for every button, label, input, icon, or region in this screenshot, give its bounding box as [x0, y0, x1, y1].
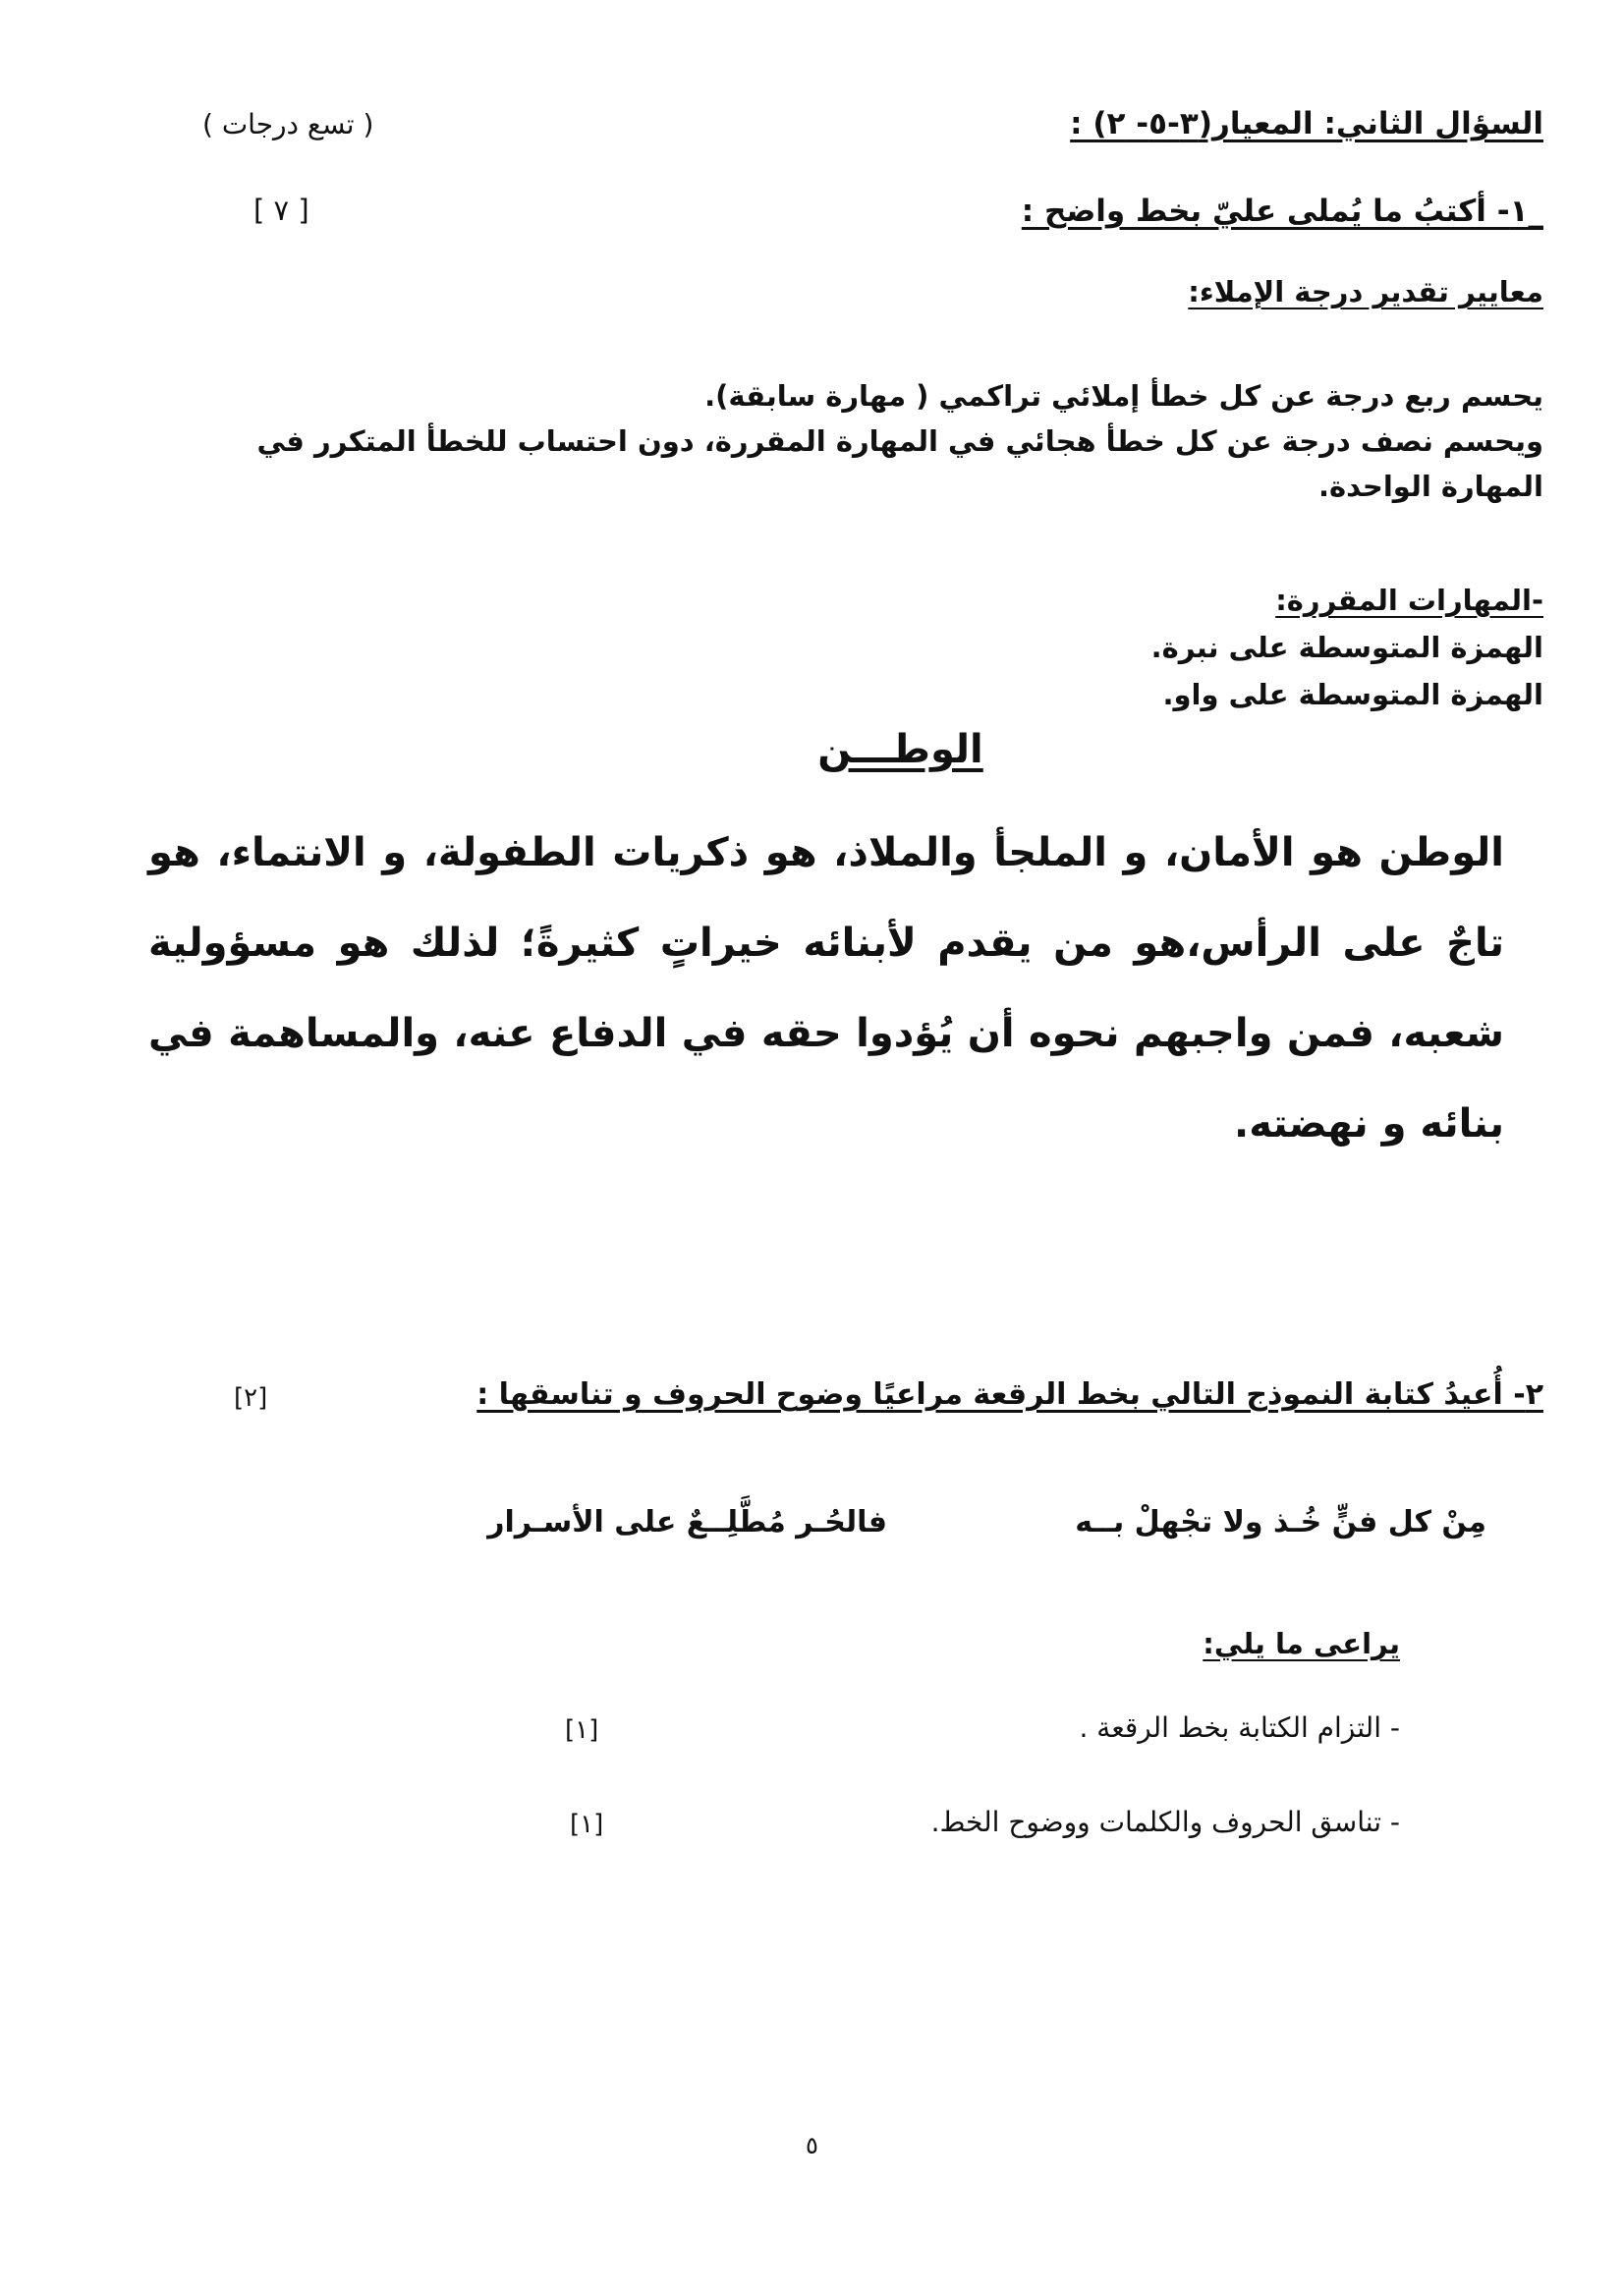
criteria-line-2: ويحسم نصف درجة عن كل خطأ هجائي في المهارة المقررة، دون احتساب للخطأ المتكرر في المهارة الواحدة.: [256, 424, 1543, 503]
page-number: ٥: [806, 2132, 818, 2159]
question-2-header: السؤال الثاني: المعيار(٣-٥- ٢) :: [1070, 106, 1543, 141]
observe-item: - التزام الكتابة بخط الرقعة .: [1079, 1711, 1400, 1744]
dictation-title: الوطـــن: [817, 727, 983, 772]
observe-item-mark: [١]: [570, 1810, 604, 1839]
dictation-passage: الوطن هو الأمان، و الملجأ والملاذ، هو ذكريات الطفولة، و الانتماء، هو تاجٌ على الرأس،هو من يقدم لأبنائه خيراتٍ كثيرةً؛ لذلك هو مسؤولية شعبه، فمن واجبهم نحوه أن يُؤدوا حقه في الدفاع عنه، والمساهمة في بنائه و نهضته.: [148, 830, 1504, 1147]
question2-title: ٢- أُعيدُ كتابة النموذج التالي بخط الرقعة مراعيًا وضوح الحروف و تناسقها :: [476, 1377, 1543, 1412]
observe-item-mark: [١]: [565, 1715, 599, 1745]
skill-item: الهمزة المتوسطة على واو.: [1162, 678, 1543, 711]
skills-heading: -المهارات المقررة:: [1275, 584, 1543, 617]
skills-block: [757, 577, 1543, 718]
skill-item: الهمزة المتوسطة على نبرة.: [1150, 631, 1543, 664]
verse-second-hemistich: فالحُـر مُطَّلِــعٌ على الأسـرار: [487, 1505, 887, 1539]
question1-mark: [ ٧ ]: [253, 194, 309, 227]
criteria-heading: معايير تقدير درجة الإملاء:: [1188, 275, 1543, 308]
criteria-text: [237, 373, 1543, 509]
total-grade-label: ( تسع درجات ): [202, 108, 374, 140]
question2-mark: [٢]: [234, 1383, 268, 1413]
verse-first-hemistich: مِنْ كل فنٍّ خُـذ ولا تجْهلْ بــه: [1075, 1505, 1486, 1539]
question1-title: _١- أكتبُ ما يُملى عليّ بخط واضح :: [1021, 194, 1543, 229]
criteria-line-1: يحسم ربع درجة عن كل خطأ إملائي تراكمي ( مهارة سابقة).: [704, 379, 1543, 413]
observe-item: - تناسق الحروف والكلمات ووضوح الخط.: [930, 1806, 1400, 1838]
observe-heading: يراعى ما يلي:: [1203, 1627, 1400, 1660]
dictation-title-wrap: [0, 727, 1624, 772]
